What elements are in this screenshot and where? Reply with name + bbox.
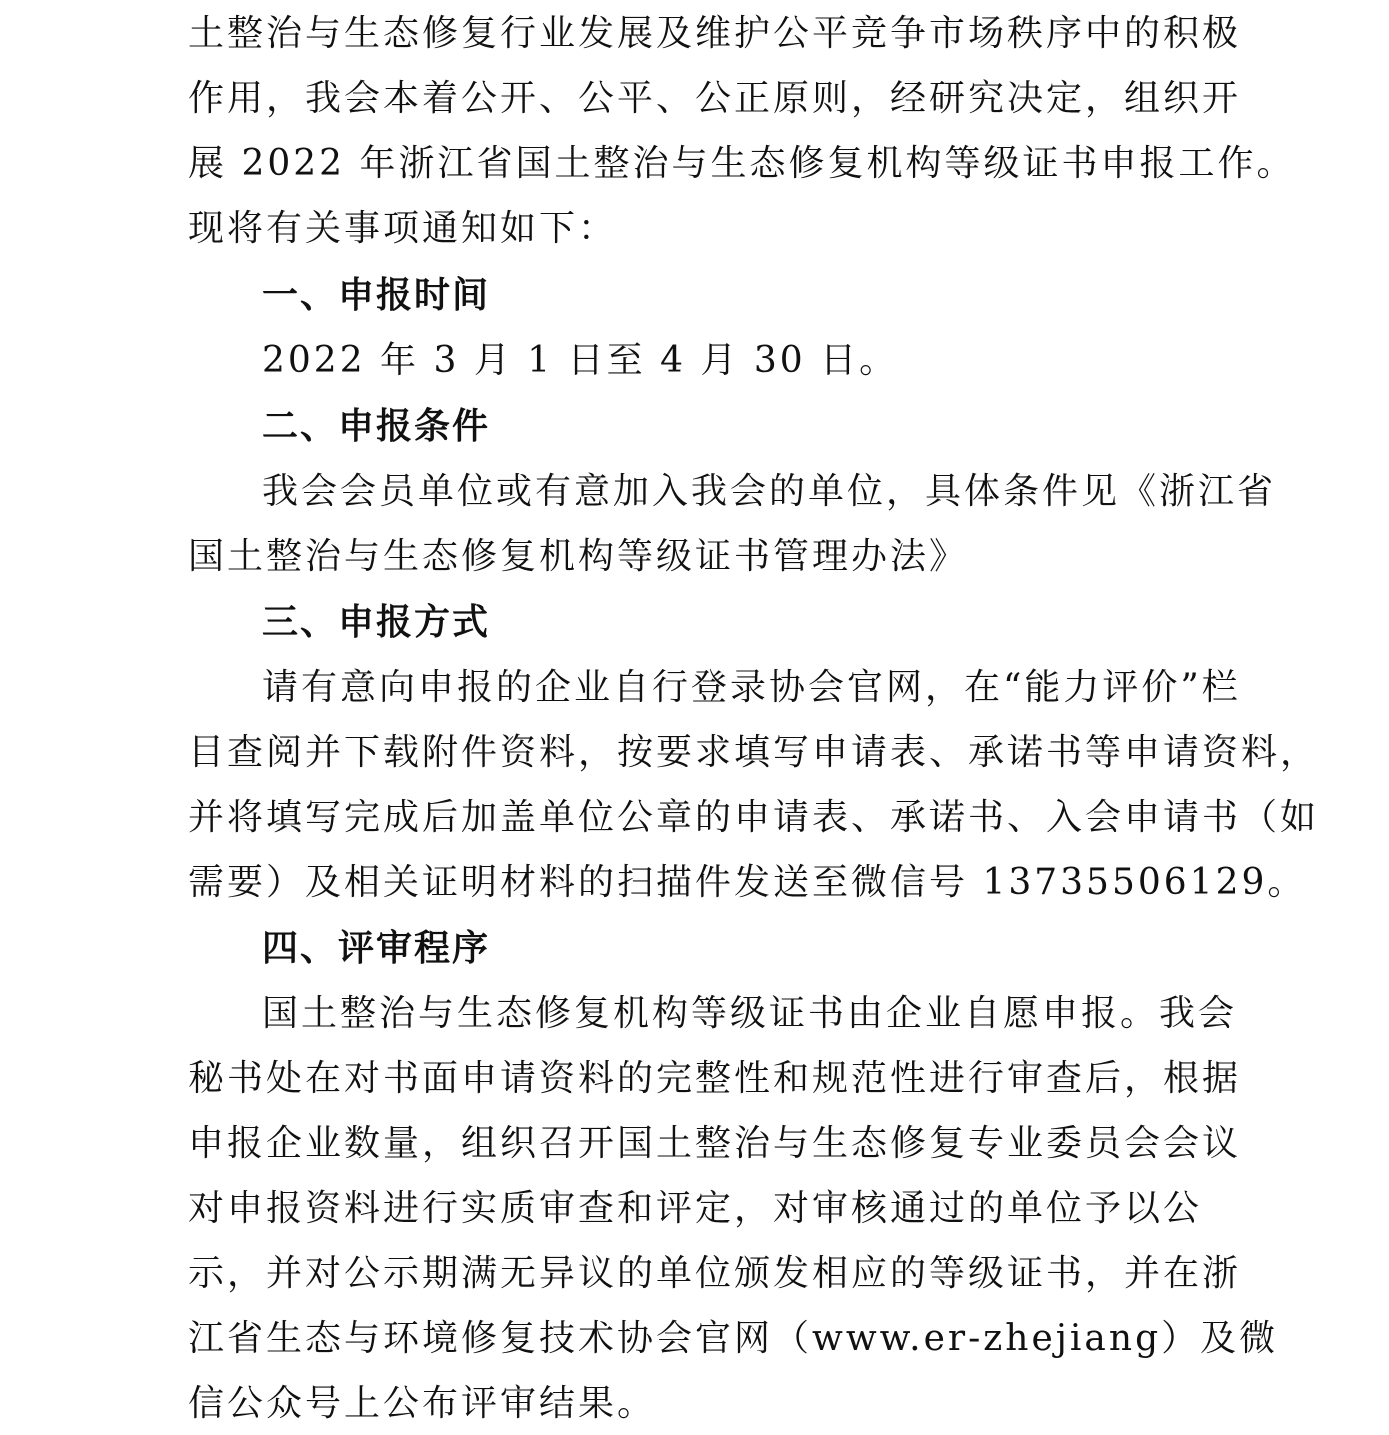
intro-line-3: 展 2022 年浙江省国土整治与生态修复机构等级证书申报工作。 <box>188 143 1296 184</box>
section4-line-7: 信公众号上公布评审结果。 <box>188 1383 657 1424</box>
section-heading-application-time: 一、申报时间 <box>262 275 491 316</box>
section3-line-4: 需要）及相关证明材料的扫描件发送至微信号 13735506129。 <box>188 862 1307 903</box>
section4-line-5: 示，并对公示期满无异议的单位颁发相应的等级证书，并在浙 <box>188 1253 1242 1294</box>
section4-line-3: 申报企业数量，组织召开国土整治与生态修复专业委员会会议 <box>188 1123 1242 1164</box>
section2-line-1: 我会会员单位或有意加入我会的单位，具体条件见《浙江省 <box>262 471 1277 512</box>
section3-line-3: 并将填写完成后加盖单位公章的申请表、承诺书、入会申请书（如 <box>188 797 1320 838</box>
section4-line-6: 江省生态与环境修复技术协会官网（www.er-zhejiang）及微 <box>188 1318 1279 1359</box>
intro-line-2: 作用，我会本着公开、公平、公正原则，经研究决定，组织开 <box>188 78 1242 119</box>
section2-line-2: 国土整治与生态修复机构等级证书管理办法》 <box>188 536 969 577</box>
intro-line-4: 现将有关事项通知如下： <box>188 208 618 249</box>
section3-line-2: 目查阅并下载附件资料，按要求填写申请表、承诺书等申请资料， <box>188 732 1320 773</box>
section3-line-1: 请有意向申报的企业自行登录协会官网，在“能力评价”栏 <box>262 667 1241 708</box>
section4-line-4: 对申报资料进行实质审查和评定，对审核通过的单位予以公 <box>188 1188 1203 1229</box>
section4-line-2: 秘书处在对书面申请资料的完整性和规范性进行审查后，根据 <box>188 1058 1242 1099</box>
section-heading-review-procedure: 四、评审程序 <box>262 928 491 969</box>
section-heading-application-method: 三、申报方式 <box>262 602 491 643</box>
section-heading-application-conditions: 二、申报条件 <box>262 406 491 447</box>
section4-line-1: 国土整治与生态修复机构等级证书由企业自愿申报。我会 <box>262 993 1238 1034</box>
section1-line-1: 2022 年 3 月 1 日至 4 月 30 日。 <box>262 340 899 381</box>
intro-line-1: 土整治与生态修复行业发展及维护公平竞争市场秩序中的积极 <box>188 13 1242 54</box>
